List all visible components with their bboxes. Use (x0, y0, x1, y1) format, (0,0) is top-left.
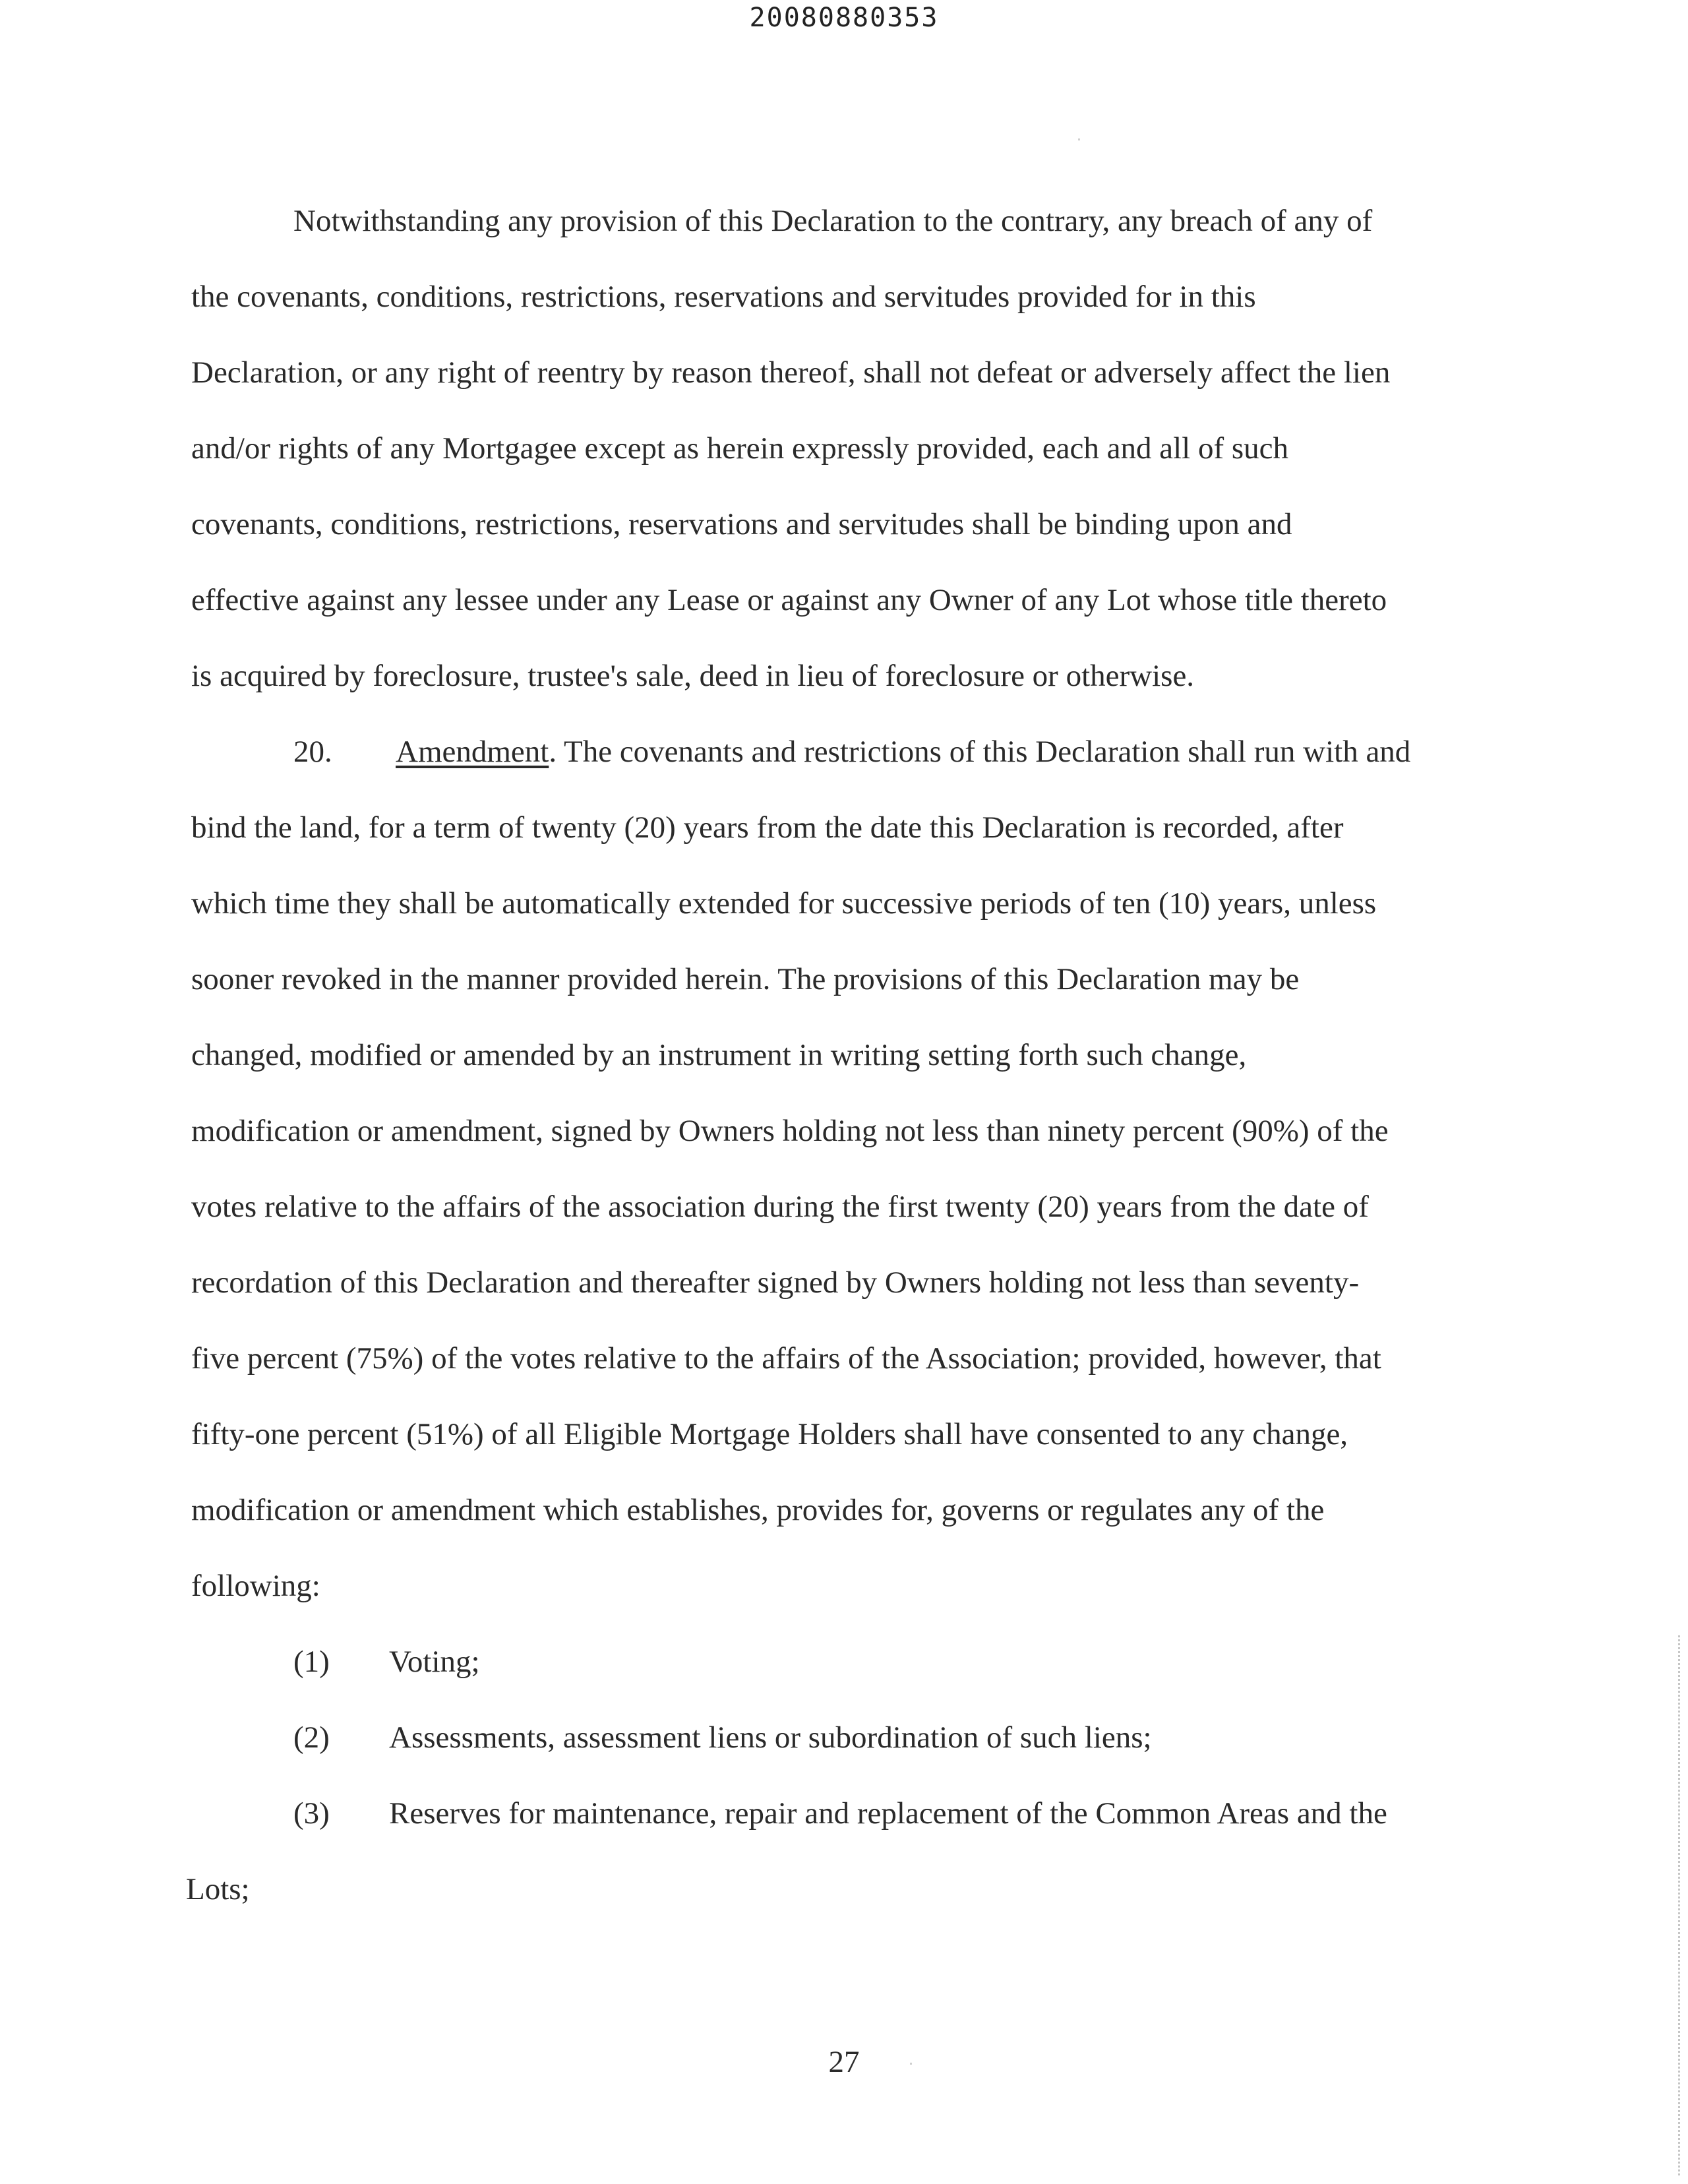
list-item-number: (1) (293, 1645, 330, 1679)
page-number: 27 (828, 2045, 860, 2079)
document-number: 20080880353 (749, 3, 939, 33)
list-item-continuation: Lots; (186, 1872, 250, 1906)
paragraph-line: changed, modified or amended by an instrument in writing setting forth such change, (191, 1038, 1247, 1072)
paragraph-line: votes relative to the affairs of the association during the first twenty (20) years from the date of (191, 1190, 1369, 1224)
list-item-text: Voting; (389, 1645, 480, 1679)
scan-speck (910, 2063, 912, 2065)
list-item-text: Assessments, assessment liens or subordination of such liens; (389, 1720, 1152, 1755)
list-item-number: (3) (293, 1796, 330, 1831)
section-heading: Amendment (396, 735, 549, 769)
paragraph-line: is acquired by foreclosure, trustee's sale, deed in lieu of foreclosure or otherwise. (191, 659, 1195, 693)
scan-edge-artifact (1678, 1635, 1680, 2176)
paragraph-line: covenants, conditions, restrictions, reservations and servitudes shall be binding upon and (191, 507, 1292, 541)
list-item-text: Reserves for maintenance, repair and replacement of the Common Areas and the (389, 1796, 1387, 1831)
section-heading-line (396, 732, 1410, 772)
paragraph-line: modification or amendment which establishes, provides for, governs or regulates any of the (191, 1493, 1325, 1527)
paragraph-line: which time they shall be automatically extended for successive periods of ten (10) years, unless (191, 886, 1377, 921)
paragraph-line: sooner revoked in the manner provided herein. The provisions of this Declaration may be (191, 962, 1300, 996)
paragraph-line: bind the land, for a term of twenty (20) years from the date this Declaration is recorded, after (191, 810, 1344, 845)
paragraph-line: the covenants, conditions, restrictions, reservations and servitudes provided for in this (191, 280, 1256, 314)
section-heading-rest: . The covenants and restrictions of this Declaration shall run with and (549, 735, 1411, 769)
paragraph-line: Declaration, or any right of reentry by reason thereof, shall not defeat or adversely affect the lien (191, 355, 1391, 390)
paragraph-line: and/or rights of any Mortgagee except as herein expressly provided, each and all of such (191, 431, 1289, 466)
paragraph-line: modification or amendment, signed by Owners holding not less than ninety percent (90%) of the (191, 1114, 1389, 1148)
list-item-number: (2) (293, 1720, 330, 1755)
paragraph-line: following: (191, 1569, 320, 1603)
paragraph-line: five percent (75%) of the votes relative to the affairs of the Association; provided, however, that (191, 1341, 1381, 1376)
paragraph-line: recordation of this Declaration and thereafter signed by Owners holding not less than seventy- (191, 1265, 1360, 1300)
paragraph-line: fifty-one percent (51%) of all Eligible Mortgage Holders shall have consented to any change, (191, 1417, 1348, 1451)
scan-speck (1078, 138, 1080, 140)
paragraph-line: effective against any lessee under any Lease or against any Owner of any Lot whose title thereto (191, 583, 1387, 617)
paragraph-line: Notwithstanding any provision of this Declaration to the contrary, any breach of any of (293, 204, 1373, 238)
section-number: 20. (293, 735, 332, 769)
